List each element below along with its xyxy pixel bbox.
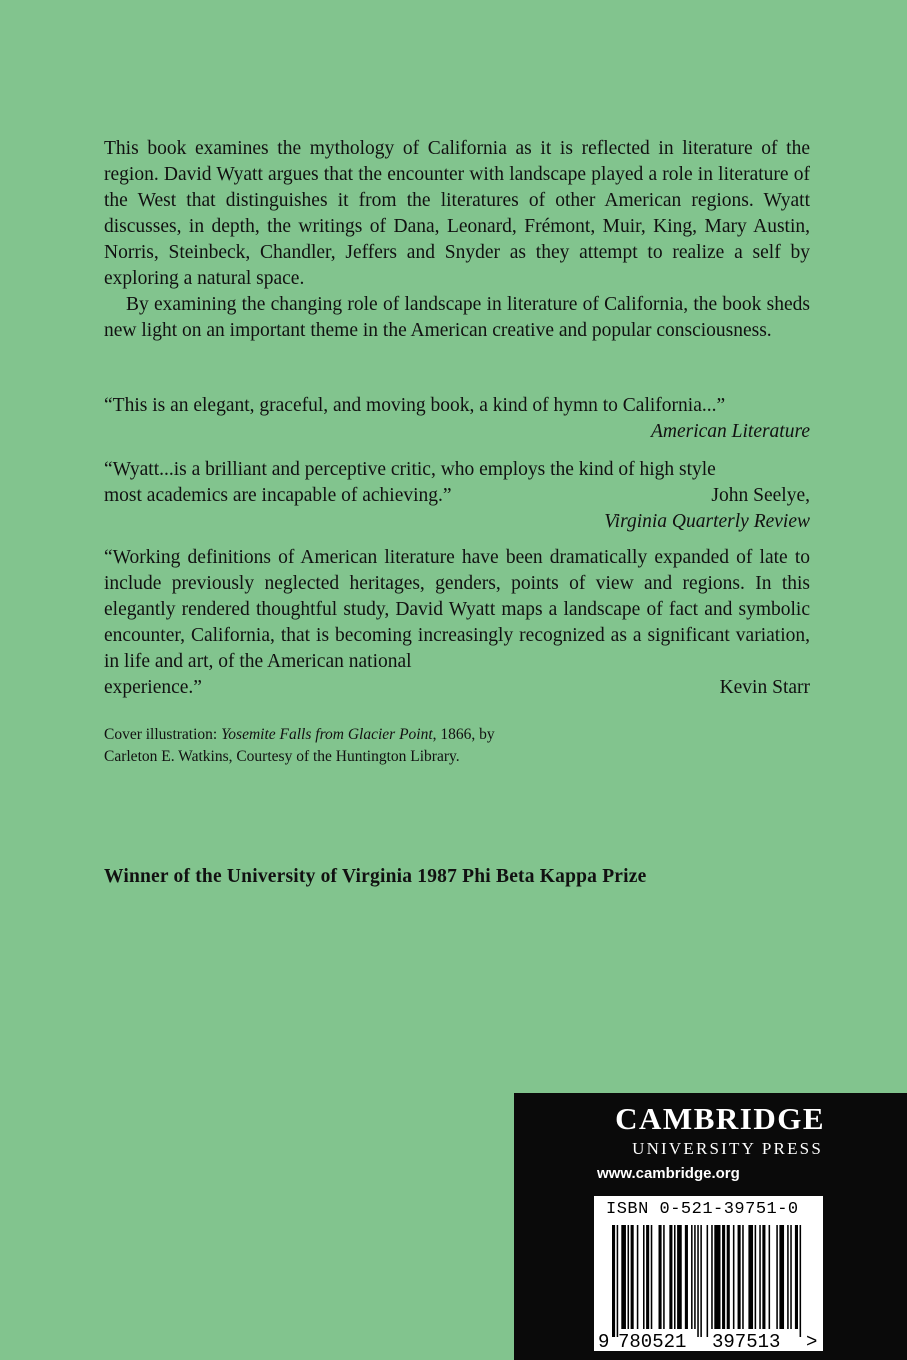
barcode-bar <box>617 1225 619 1337</box>
review-quote-2-line-2-text: most academics are incapable of achieving.” <box>104 485 452 506</box>
barcode-bar <box>621 1225 626 1329</box>
barcode-bar <box>722 1225 725 1329</box>
barcode-bar <box>790 1225 792 1329</box>
barcode-bar <box>651 1225 653 1329</box>
barcode-bar <box>700 1225 702 1337</box>
barcode-bar <box>612 1225 615 1337</box>
ean-lead-digit: 9 <box>598 1331 610 1351</box>
barcode-bar <box>628 1225 630 1329</box>
barcode-bar <box>669 1225 672 1329</box>
cover-illustration-credit: Cover illustration: Yosemite Falls from Glacier Point, 1866, by Carleton E. Watkins, Courtesy of the Huntington Library. <box>104 726 495 765</box>
barcode-bars <box>594 1223 823 1351</box>
barcode-bar <box>711 1225 713 1329</box>
barcode-bar <box>800 1225 802 1337</box>
barcode-bar <box>733 1225 735 1329</box>
review-quote-2-source: Virginia Quarterly Review <box>604 511 810 532</box>
barcode-bar <box>691 1225 693 1329</box>
barcode-bar <box>714 1225 720 1329</box>
barcode-bar <box>663 1225 665 1329</box>
blurb-paragraph-1: This book examines the mythology of California as it is reflected in literature of the region. David Wyatt argues that the encounter with landscape played a role in literature of the West that distinguishes it from the literatures of other American regions. Wyatt discusses, in depth, the writings of Dana, Leonard, Frémont, Muir, King, Mary Austin, Norris, Steinbeck, Chandler, Jeffers and Snyder as they attempt to realize a self by exploring a natural space. <box>104 138 810 289</box>
review-quote-3-author: Kevin Starr <box>719 677 810 698</box>
review-quote-2-author: John Seelye, <box>711 485 810 506</box>
review-quote-2-line-2 <box>104 483 810 509</box>
barcode-bar <box>694 1225 696 1329</box>
barcode-bar <box>748 1225 753 1329</box>
review-quote-3 <box>104 545 810 701</box>
barcode-bar <box>755 1225 757 1329</box>
review-quote-1-text: “This is an elegant, graceful, and moving book, a kind of hymn to California...” <box>104 395 726 416</box>
review-quote-1 <box>104 393 810 445</box>
barcode-bar <box>677 1225 682 1329</box>
barcode-bar <box>776 1225 778 1329</box>
barcode-bar <box>631 1225 634 1329</box>
barcode-bar <box>742 1225 744 1329</box>
review-quote-3-text: “Working definitions of American literature have been dramatically expanded of late to include previously neglected heritages, genders, points of view and regions. In this elegantly rendered thoughtful study, David Wyatt maps a landscape of fact and symbolic encounter, California, that is becoming increasingly recognized as a significant variation, in life and art, of the American national <box>104 547 810 672</box>
barcode-bar <box>759 1225 761 1329</box>
barcode-bar <box>697 1225 699 1337</box>
barcode-bar <box>727 1225 730 1329</box>
barcode-bar <box>637 1225 639 1329</box>
prize-statement: Winner of the University of Virginia 1987 Phi Beta Kappa Prize <box>104 866 647 887</box>
barcode-bar <box>779 1225 784 1329</box>
publisher-website: www.cambridge.org <box>597 1165 740 1182</box>
cover-illustration-title: Yosemite Falls from Glacier Point <box>221 726 433 743</box>
barcode-bar <box>795 1225 798 1329</box>
barcode-bar <box>787 1225 789 1329</box>
isbn-label: ISBN 0-521-39751-0 <box>606 1200 799 1219</box>
ean-left-digits: 780521 <box>618 1331 687 1351</box>
review-quote-3-last-text: experience.” <box>104 677 202 698</box>
barcode-bar <box>707 1225 709 1337</box>
barcode-bar <box>685 1225 688 1329</box>
barcode-bar <box>769 1225 771 1329</box>
barcode-bar <box>646 1225 649 1329</box>
publisher-subtitle: UNIVERSITY PRESS <box>632 1139 823 1158</box>
review-quote-2-line-1: “Wyatt...is a brilliant and perceptive critic, who employs the kind of high style <box>104 459 716 480</box>
barcode-bar <box>659 1225 662 1329</box>
blurb-paragraph-2: By examining the changing role of landscape in literature of California, the book sheds new light on an important theme in the American creative and popular consciousness. <box>104 294 810 341</box>
barcode-bar <box>762 1225 765 1329</box>
publisher-name: CAMBRIDGE <box>615 1101 825 1136</box>
publisher-block <box>514 1093 907 1360</box>
ean-right-digits: 397513 <box>712 1331 781 1351</box>
barcode-bar <box>738 1225 741 1329</box>
review-quote-3-last-line <box>104 675 810 701</box>
ean-marker: > <box>806 1331 818 1351</box>
barcode-bar <box>643 1225 645 1329</box>
barcode-bar <box>674 1225 676 1329</box>
review-quote-2 <box>104 457 810 535</box>
barcode <box>594 1196 823 1351</box>
review-quote-1-source: American Literature <box>650 421 810 442</box>
